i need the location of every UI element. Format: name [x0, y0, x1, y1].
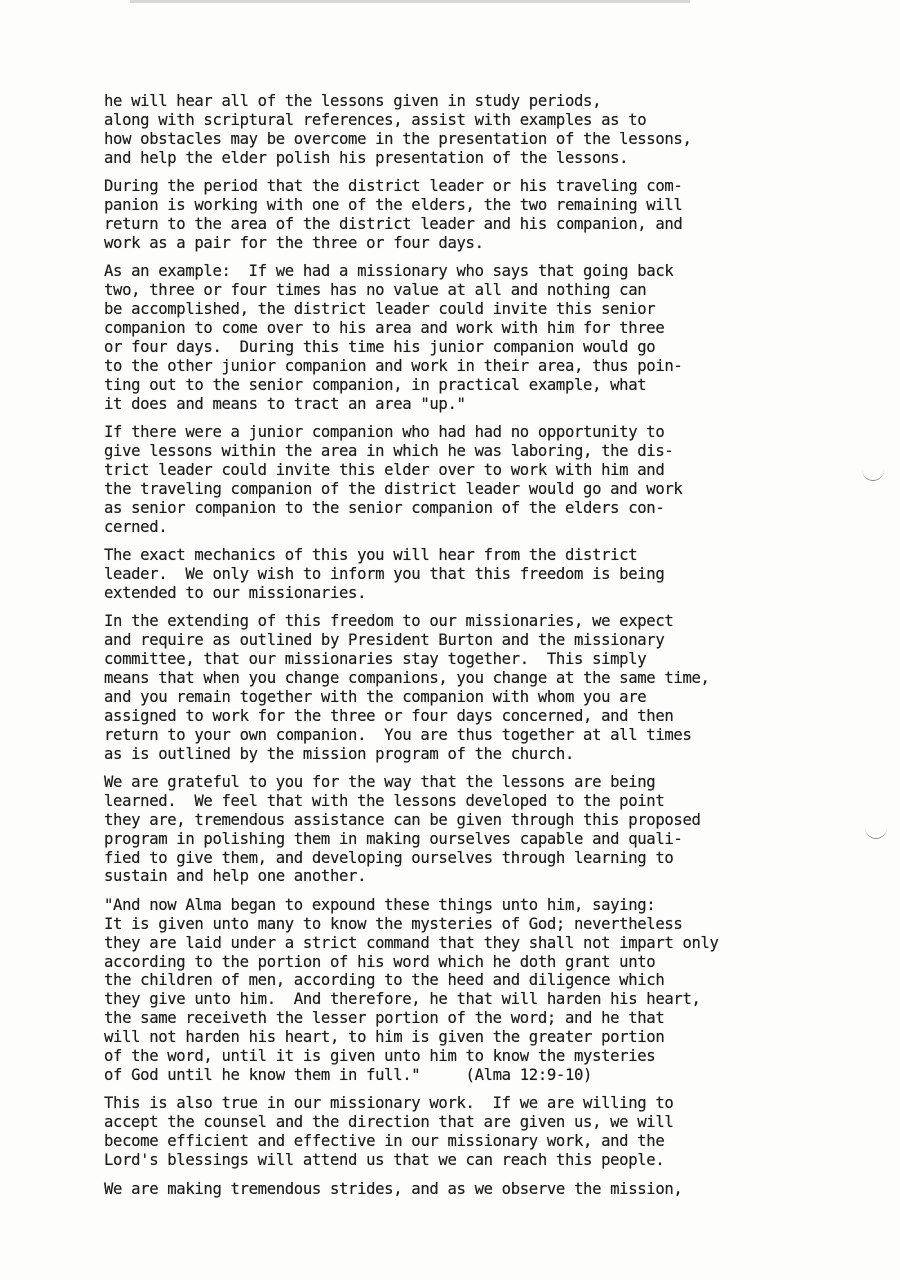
text-line: extended to our missionaries.	[104, 583, 367, 602]
text-line: We are grateful to you for the way that the lessons are being	[104, 772, 656, 791]
paragraph	[104, 773, 884, 886]
text-line: of God until he know them in full." (Alma 12:9-10)	[104, 1066, 593, 1084]
text-line: be accomplished, the district leader could invite this senior	[104, 300, 656, 319]
page-top-edge	[130, 0, 690, 3]
text-line: As an example: If we had a missionary who says that going back	[104, 262, 674, 281]
text-line: give lessons within the area in which he was laboring, the dis-	[104, 441, 674, 460]
punch-hole-mark	[865, 816, 887, 839]
paragraph	[104, 1094, 884, 1170]
text-line: During the period that the district leader or his traveling com-	[104, 177, 683, 196]
text-line: of the word, until it is given unto him to know the mysteries	[104, 1047, 656, 1066]
text-line: ting out to the senior companion, in practical example, what	[104, 375, 647, 394]
paragraph	[104, 423, 884, 536]
text-line: cerned.	[104, 517, 168, 536]
text-line: If there were a junior companion who had had no opportunity to	[104, 423, 665, 441]
text-line: and require as outlined by President Burton and the missionary	[104, 631, 665, 650]
text-line: leader. We only wish to inform you that this freedom is being	[104, 564, 665, 583]
text-line: the children of men, according to the heed and diligence which	[104, 971, 665, 990]
text-line: accept the counsel and the direction that are given us, we will	[104, 1113, 674, 1132]
text-line: to the other junior companion and work in their area, thus poin-	[104, 356, 683, 375]
text-line: return to your own companion. You are thus together at all times	[104, 725, 692, 744]
text-line: and help the elder polish his presentation of the lessons.	[104, 148, 629, 167]
text-line: as senior companion to the senior companion of the elders con-	[104, 498, 665, 517]
text-line: assigned to work for the three or four days concerned, and then	[104, 706, 674, 725]
text-line: sustain and help one another.	[104, 867, 367, 886]
punch-hole-mark	[862, 458, 884, 481]
text-line: "And now Alma began to expound these things unto him, saying:	[104, 895, 656, 914]
text-line: as is outlined by the mission program of the church.	[104, 744, 574, 763]
text-line: In the extending of this freedom to our missionaries, we expect	[104, 612, 674, 631]
text-line: fied to give them, and developing ourselves through learning to	[104, 848, 674, 867]
text-line: companion to come over to his area and work with him for three	[104, 318, 665, 337]
text-line: according to the portion of his word which he doth grant unto	[104, 952, 656, 971]
text-line: the same receiveth the lesser portion of the word; and he that	[104, 1009, 665, 1028]
text-line: become efficient and effective in our missionary work, and the	[104, 1132, 665, 1151]
text-line: committee, that our missionaries stay together. This simply	[104, 649, 647, 668]
document-body	[104, 92, 884, 1208]
paragraph	[104, 262, 884, 413]
text-line: work as a pair for the three or four days.	[104, 233, 484, 252]
text-line: Lord's blessings will attend us that we can reach this people.	[104, 1151, 665, 1170]
text-line: It is given unto many to know the mysteries of God; nevertheless	[104, 914, 683, 933]
text-line: trict leader could invite this elder over to work with him and	[104, 460, 665, 479]
text-line: return to the area of the district leader and his companion, and	[104, 214, 683, 233]
text-line: or four days. During this time his junior companion would go	[104, 337, 656, 356]
text-line: along with scriptural references, assist with examples as to	[104, 110, 647, 129]
text-line: program in polishing them in making ourselves capable and quali-	[104, 829, 683, 848]
text-line: how obstacles may be overcome in the presentation of the lessons,	[104, 129, 692, 148]
paragraph	[104, 612, 884, 763]
paragraph	[104, 92, 884, 168]
text-line: two, three or four times has no value at all and nothing can	[104, 281, 647, 300]
text-line: and you remain together with the companion with whom you are	[104, 687, 647, 706]
text-line: panion is working with one of the elders, the two remaining will	[104, 196, 683, 215]
text-line: The exact mechanics of this you will hear from the district	[104, 545, 638, 564]
text-line: they give unto him. And therefore, he that will harden his heart,	[104, 990, 701, 1009]
text-line: learned. We feel that with the lessons developed to the point	[104, 791, 665, 810]
text-line: he will hear all of the lessons given in study periods,	[104, 92, 602, 110]
paragraph	[104, 1180, 884, 1199]
text-line: they are laid under a strict command that they shall not impart only	[104, 933, 719, 952]
paragraph	[104, 177, 884, 253]
text-line: We are making tremendous strides, and as we observe the mission,	[104, 1179, 683, 1198]
text-line: This is also true in our missionary work. If we are willing to	[104, 1094, 674, 1113]
text-line: they are, tremendous assistance can be given through this proposed	[104, 810, 701, 829]
text-line: the traveling companion of the district leader would go and work	[104, 479, 683, 498]
text-line: means that when you change companions, you change at the same time,	[104, 668, 710, 687]
text-line: will not harden his heart, to him is given the greater portion	[104, 1028, 665, 1047]
text-line: it does and means to tract an area "up."	[104, 394, 466, 413]
paragraph	[104, 896, 884, 1085]
paragraph	[104, 546, 884, 603]
